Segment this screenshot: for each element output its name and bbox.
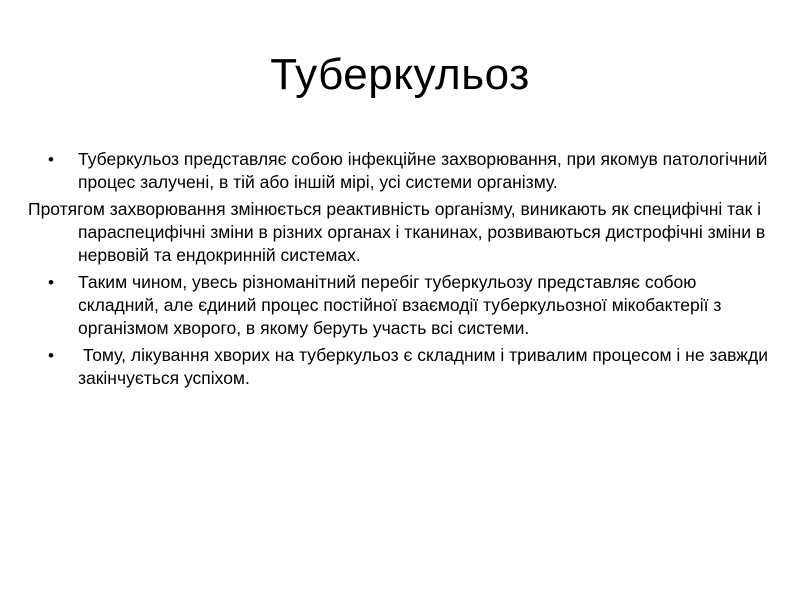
list-item bbox=[28, 198, 768, 267]
list-item bbox=[28, 271, 768, 340]
list-item-text: Таким чином, увесь різноманітний перебіг туберкульозу представляє собою складний, але єдиний процес постійної взаємодії туберкульозної мікобактерії з організмом хворого, в якому беруть участь всі системи. bbox=[78, 272, 722, 338]
slide-title: Туберкульоз bbox=[270, 50, 530, 99]
bullet-icon: • bbox=[48, 346, 54, 365]
bullet-icon: • bbox=[48, 273, 54, 292]
bullet-list bbox=[28, 148, 773, 394]
list-item-text: Туберкульоз представляє собою інфекційне захворювання, при якомув патологічний процес залучені, в тій або іншій мірі, усі системи організму. bbox=[78, 149, 768, 192]
list-item-text: Тому, лікування хворих на туберкульоз є складним і тривалим процесом і не завжди закінчується успіхом. bbox=[78, 345, 773, 388]
bullet-icon: • bbox=[48, 150, 54, 169]
list-item bbox=[28, 148, 768, 194]
list-item-text: Протягом захворювання змінюється реактивність організму, виникають як специфічні так і параспецифічні зміни в різних органах і тканинах, розвиваються дистрофічні зміни в нервовій та ендокринній системах. bbox=[28, 199, 766, 265]
list-item bbox=[28, 344, 773, 390]
